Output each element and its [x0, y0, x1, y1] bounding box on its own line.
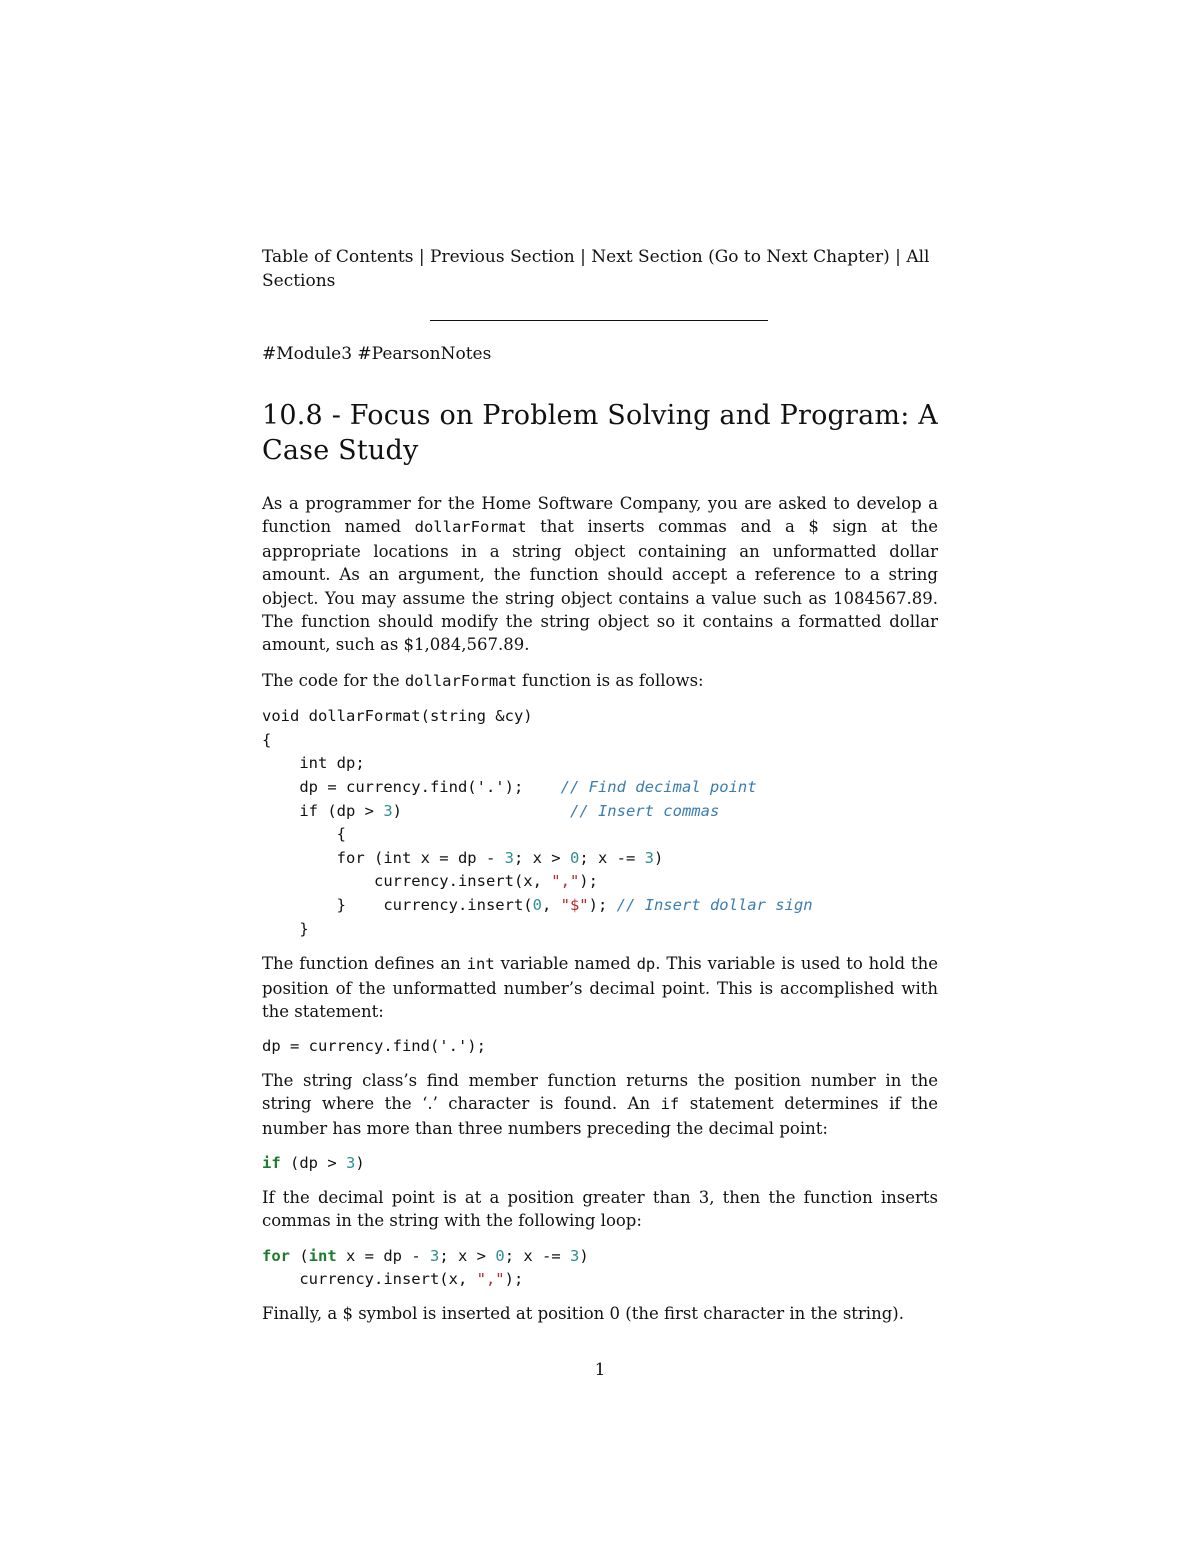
code-comment: // Insert dollar sign [616, 896, 813, 914]
code-keyword: for [262, 1246, 290, 1265]
inline-code: dollarFormat [404, 671, 517, 690]
link-all-sections[interactable]: All Sections [262, 247, 930, 291]
inline-code: dollarFormat [414, 518, 527, 537]
code-line: ) [579, 1246, 589, 1265]
code-line: } currency.insert( [262, 896, 533, 914]
code-line: , [541, 896, 561, 914]
horizontal-divider [430, 320, 768, 321]
code-line: { [262, 825, 346, 844]
code-line: ) [654, 848, 664, 867]
code-block [262, 705, 938, 941]
link-previous-section[interactable]: Previous Section [430, 247, 575, 267]
code-line: for (int x = dp - [262, 848, 505, 867]
code-line: ; x > [439, 1246, 496, 1265]
inline-code: if [660, 1095, 680, 1114]
code-number: 3 [430, 1246, 440, 1265]
code-number: 3 [504, 848, 514, 867]
code-line: ; x -= [579, 848, 645, 867]
code-line: dp = currency.find('.'); [262, 778, 561, 797]
nav-separator: | [413, 247, 431, 267]
code-statement-find: dp = currency.find('.'); [262, 1037, 486, 1056]
code-number: 3 [346, 1154, 356, 1173]
code-string: "$" [560, 896, 589, 914]
code-number: 0 [532, 896, 542, 914]
code-line: { [262, 730, 272, 749]
explanation-paragraph: If the decimal point is at a position greater than 3, then the function inserts commas in the string with the following loop: [262, 1187, 938, 1231]
paragraph-text: The string class’s find member function returns the position number in the string where the ‘.’ character is found. An [262, 1071, 938, 1114]
code-number: 0 [569, 848, 580, 867]
code-number: 3 [570, 1246, 580, 1265]
tags-line: #Module3 #PearsonNotes [262, 344, 492, 364]
nav-separator: | [574, 247, 592, 267]
page-content [262, 245, 938, 1325]
paragraph-text: variable named [494, 954, 637, 974]
code-line: (dp > [280, 1154, 346, 1173]
code-line: } [262, 919, 309, 938]
code-number: 0 [495, 1246, 505, 1265]
code-string: "," [476, 1270, 505, 1289]
closing-paragraph: Finally, a $ symbol is inserted at position 0 (the first character in the string). [262, 1303, 904, 1323]
code-line: int dp; [262, 754, 365, 773]
code-line: ) [355, 1154, 365, 1173]
code-line: ( [290, 1246, 309, 1265]
code-number: 3 [383, 801, 393, 820]
intro-text: As a programmer for the Home Software Company, you are asked to develop a function named [262, 494, 938, 537]
intro-text: that inserts commas and a $ sign at the appropriate locations in a string object containing an unformatted dollar amount. As an argument, the function should accept a reference to a string object. You may assume the string object contains a value such as 1084567.89. The function should modify the string object so it contains a formatted dollar amount, such as $1,084,567.89. [262, 517, 939, 655]
code-statement-if [262, 1152, 938, 1176]
code-statement-for [262, 1245, 938, 1292]
code-line: ; x > [513, 848, 570, 867]
code-line: x = dp - [336, 1246, 430, 1265]
link-next-section[interactable]: Next Section (Go to Next Chapter) [591, 247, 890, 267]
page-number: 1 [594, 1360, 606, 1380]
code-intro-paragraph [262, 669, 938, 693]
page-title: 10.8 - Focus on Problem Solving and Program: A Case Study [262, 400, 938, 466]
code-line: ); [588, 896, 617, 914]
paragraph-text: . This variable is used to hold the position of the unformatted number’s decimal point. This is accomplished with the statement: [262, 954, 938, 1021]
explanation-paragraph [262, 952, 938, 1023]
code-line: ); [579, 872, 598, 891]
code-intro-text: function is as follows: [516, 670, 704, 690]
explanation-paragraph [262, 1069, 938, 1140]
navigation-bar [262, 245, 938, 293]
link-table-of-contents[interactable]: Table of Contents [262, 247, 414, 267]
intro-paragraph [262, 492, 938, 657]
code-number: 3 [644, 848, 654, 867]
code-line: void dollarFormat(string &cy) [262, 707, 533, 726]
code-line: currency.insert(x, [262, 1270, 477, 1289]
code-line: ); [504, 1270, 524, 1289]
code-line: ) [392, 801, 570, 820]
code-keyword: if [262, 1154, 281, 1173]
code-line: if (dp > [262, 801, 384, 820]
paragraph-text: statement determines if the number has more than three numbers preceding the decimal point: [262, 1094, 938, 1138]
code-keyword: int [308, 1246, 337, 1265]
inline-code: dp [636, 955, 656, 974]
inline-code: int [466, 955, 495, 974]
nav-separator: | [889, 247, 907, 267]
code-string: "," [551, 872, 580, 891]
code-intro-text: The code for the [262, 670, 405, 690]
code-line: ; x -= [504, 1246, 571, 1265]
code-comment: // Find decimal point [560, 778, 757, 797]
code-comment: // Insert commas [569, 801, 720, 820]
code-line: currency.insert(x, [262, 872, 552, 891]
paragraph-text: The function defines an [262, 954, 467, 974]
